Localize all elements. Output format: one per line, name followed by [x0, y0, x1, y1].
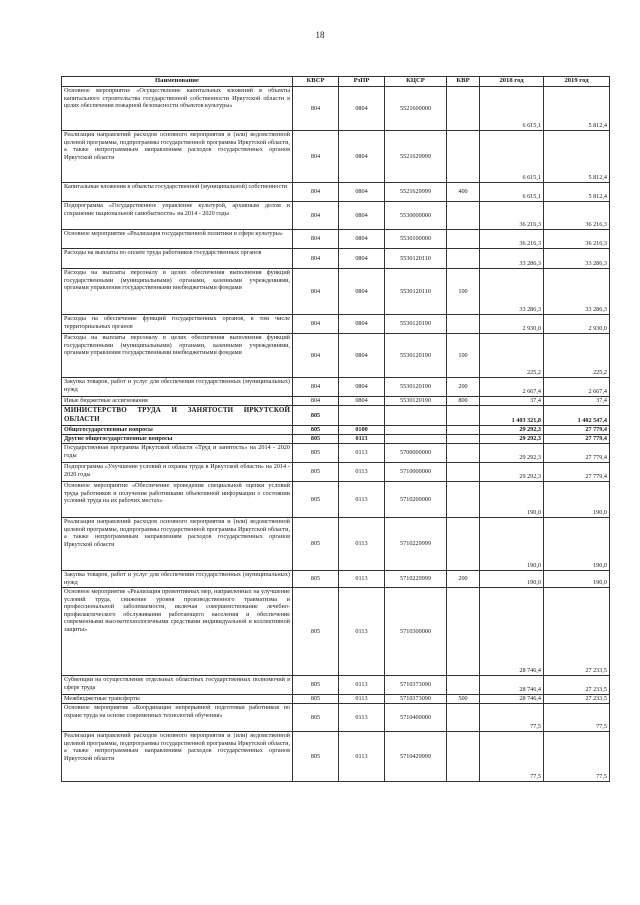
header-2019: 2019 год: [544, 77, 610, 87]
row-name: Подпрограмма «Улучшение условий и охраны труда в Иркутской области» на 2014 - 2020 годы: [62, 463, 293, 482]
row-amount-2018: 36 216,3: [480, 230, 544, 249]
row-kvr: 100: [447, 269, 480, 315]
header-2018: 2018 год: [480, 77, 544, 87]
table-row: [62, 183, 610, 202]
row-name: Государственная программа Иркутской области «Труд и занятость» на 2014 - 2020 годы: [62, 444, 293, 463]
row-rzpr: 0804: [339, 202, 385, 230]
row-rzpr: [339, 406, 385, 426]
row-kcsr: 5530100000: [385, 230, 447, 249]
row-name: Расходы на выплаты персоналу в целях обеспечения выполнения функций государственными (муниципальными) органами, казенными учреждениями, органами управления государственными внебюджетными фондами: [62, 334, 293, 378]
row-amount-2018: 2 667,4: [480, 378, 544, 397]
row-kvsr: 805: [293, 406, 339, 426]
row-kvr: 100: [447, 334, 480, 378]
row-kvsr: 805: [293, 426, 339, 435]
row-amount-2018: 28 746,4: [480, 588, 544, 676]
row-name: Реализация направлений расходов основного мероприятия и (или) ведомственной целевой программы, подпрограммы государственной программы Иркутской области, а также непрограммным направлениям расходов государственных органов Иркутской области: [62, 732, 293, 782]
row-rzpr: 0113: [339, 695, 385, 704]
row-amount-2019: 27 233,5: [544, 676, 610, 695]
row-amount-2019: 33 286,3: [544, 269, 610, 315]
row-kcsr: 5530120190: [385, 334, 447, 378]
row-name: Иные бюджетные ассигнования: [62, 397, 293, 406]
row-kcsr: 5530120190: [385, 397, 447, 406]
row-rzpr: 0113: [339, 732, 385, 782]
row-kvr: [447, 426, 480, 435]
row-rzpr: 0113: [339, 571, 385, 588]
table-header-row: [62, 77, 610, 87]
row-kvsr: 804: [293, 230, 339, 249]
header-kvr: КВР: [447, 77, 480, 87]
row-amount-2019: 37,4: [544, 397, 610, 406]
table-row: [62, 444, 610, 463]
row-kvsr: 804: [293, 249, 339, 269]
row-kvr: 200: [447, 378, 480, 397]
row-amount-2019: 27 779,4: [544, 426, 610, 435]
row-kvr: [447, 406, 480, 426]
row-rzpr: 0113: [339, 704, 385, 732]
row-amount-2019: 2 930,0: [544, 315, 610, 334]
row-amount-2018: 37,4: [480, 397, 544, 406]
row-amount-2019: 27 233,5: [544, 695, 610, 704]
row-amount-2019: 77,5: [544, 732, 610, 782]
row-kvsr: 804: [293, 315, 339, 334]
row-name: Подпрограмма «Государственное управление культурой, архивным делом и сохранение национальной самобытности» на 2014 - 2020 годы: [62, 202, 293, 230]
row-rzpr: 0804: [339, 397, 385, 406]
row-amount-2018: 29 292,3: [480, 444, 544, 463]
row-name: Межбюджетные трансферты: [62, 695, 293, 704]
row-amount-2018: 77,5: [480, 704, 544, 732]
row-amount-2019: 27 779,4: [544, 463, 610, 482]
row-amount-2019: 27 233,5: [544, 588, 610, 676]
table-row: [62, 315, 610, 334]
row-amount-2019: 77,5: [544, 704, 610, 732]
row-amount-2018: 6 615,1: [480, 183, 544, 202]
row-kvsr: 804: [293, 397, 339, 406]
row-amount-2019: 190,0: [544, 518, 610, 571]
table-row: [62, 732, 610, 782]
row-kvr: [447, 676, 480, 695]
table-row: [62, 435, 610, 444]
row-name: Реализация направлений расходов основного мероприятия и (или) ведомственной целевой программы, подпрограммы государственной программы Иркутской области, а также непрограммным направлениям расходов государственных органов Иркутской области: [62, 518, 293, 571]
row-kvsr: 805: [293, 571, 339, 588]
row-amount-2019: 5 812,4: [544, 131, 610, 183]
row-amount-2019: 5 812,4: [544, 87, 610, 131]
table-row: [62, 406, 610, 426]
row-kcsr: 5521600000: [385, 87, 447, 131]
row-kvsr: 805: [293, 435, 339, 444]
table-row: [62, 397, 610, 406]
row-kvsr: 805: [293, 444, 339, 463]
row-rzpr: 0113: [339, 676, 385, 695]
row-name: Основное мероприятие «Реализация государственной политики в сфере культуры»: [62, 230, 293, 249]
row-rzpr: 0113: [339, 463, 385, 482]
row-kvr: [447, 704, 480, 732]
row-amount-2019: 190,0: [544, 571, 610, 588]
row-rzpr: 0804: [339, 230, 385, 249]
row-kcsr: 5530120110: [385, 249, 447, 269]
row-rzpr: 0113: [339, 588, 385, 676]
row-amount-2018: 1 403 321,8: [480, 406, 544, 426]
row-rzpr: 0804: [339, 334, 385, 378]
row-kvr: [447, 230, 480, 249]
row-amount-2019: 5 812,4: [544, 183, 610, 202]
row-amount-2019: 36 216,3: [544, 230, 610, 249]
row-kcsr: 5710229999: [385, 518, 447, 571]
row-name: Основное мероприятие «Координация непрерывной подготовки работников по охране труда на основе современных технологий обучения»: [62, 704, 293, 732]
table-row: [62, 202, 610, 230]
row-kcsr: 5530120190: [385, 378, 447, 397]
row-amount-2019: 36 216,3: [544, 202, 610, 230]
row-kvr: 400: [447, 183, 480, 202]
table-row: [62, 334, 610, 378]
row-name: Общегосударственные вопросы: [62, 426, 293, 435]
row-kvr: [447, 87, 480, 131]
row-amount-2018: 190,0: [480, 571, 544, 588]
row-amount-2018: 190,0: [480, 482, 544, 518]
table-row: [62, 269, 610, 315]
row-kvr: [447, 435, 480, 444]
row-kvsr: 804: [293, 183, 339, 202]
table-body: [62, 87, 610, 782]
row-kcsr: 5710200000: [385, 482, 447, 518]
row-kcsr: 5710300000: [385, 588, 447, 676]
row-kvsr: 804: [293, 202, 339, 230]
row-amount-2018: 28 746,4: [480, 676, 544, 695]
row-kvsr: 804: [293, 131, 339, 183]
table-row: [62, 87, 610, 131]
row-amount-2018: 33 286,3: [480, 249, 544, 269]
row-amount-2018: 77,5: [480, 732, 544, 782]
row-kvr: [447, 588, 480, 676]
row-kvr: [447, 249, 480, 269]
row-name: Расходы на выплаты по оплате труда работников государственных органов: [62, 249, 293, 269]
row-rzpr: 0113: [339, 518, 385, 571]
row-name: Закупка товаров, работ и услуг для обеспечения государственных (муниципальных) нужд: [62, 378, 293, 397]
row-name: Субвенции на осуществление отдельных областных государственных полномочий в сфере труда: [62, 676, 293, 695]
row-kvsr: 804: [293, 269, 339, 315]
row-rzpr: 0804: [339, 131, 385, 183]
table-row: [62, 230, 610, 249]
row-name: Основное мероприятие «Обеспечение проведения специальной оценки условий труда работников и получения работниками объективной информации о состоянии условий труда на их рабочих местах»: [62, 482, 293, 518]
header-kcsr: КЦСР: [385, 77, 447, 87]
row-kvsr: 804: [293, 378, 339, 397]
table-row: [62, 482, 610, 518]
table-row: [62, 676, 610, 695]
row-rzpr: 0804: [339, 269, 385, 315]
row-kvsr: 805: [293, 482, 339, 518]
row-kvr: [447, 732, 480, 782]
row-name: Закупка товаров, работ и услуг для обеспечения государственных (муниципальных) нужд: [62, 571, 293, 588]
row-kcsr: 5700000000: [385, 444, 447, 463]
row-kcsr: [385, 435, 447, 444]
row-amount-2018: 6 615,1: [480, 87, 544, 131]
row-kcsr: 5710429999: [385, 732, 447, 782]
row-rzpr: 0113: [339, 482, 385, 518]
table-row: [62, 249, 610, 269]
row-kvr: [447, 463, 480, 482]
row-amount-2018: 29 292,3: [480, 426, 544, 435]
row-name: Расходы на выплаты персоналу в целях обеспечения выполнения функций государственными (муниципальными) органами, казенными учреждениями, органами управления государственными внебюджетными фондами: [62, 269, 293, 315]
row-amount-2019: 33 286,3: [544, 249, 610, 269]
row-kvr: [447, 315, 480, 334]
row-kvr: [447, 202, 480, 230]
row-kcsr: [385, 426, 447, 435]
table-row: [62, 463, 610, 482]
row-kcsr: 5710000000: [385, 463, 447, 482]
row-kvr: 500: [447, 695, 480, 704]
row-amount-2019: 27 779,4: [544, 444, 610, 463]
row-amount-2019: 225,2: [544, 334, 610, 378]
row-kcsr: 5530120110: [385, 269, 447, 315]
table-row: [62, 426, 610, 435]
row-kvsr: 805: [293, 676, 339, 695]
row-kvr: 200: [447, 571, 480, 588]
row-kvr: [447, 444, 480, 463]
row-rzpr: 0100: [339, 426, 385, 435]
table-row: [62, 378, 610, 397]
row-name: Основное мероприятие «Осуществление капитальных вложений в объекты капитального строительства государственной собственности Иркутской области в целях обеспечения пожарной безопасности объектов культуры»: [62, 87, 293, 131]
row-kcsr: 5710400000: [385, 704, 447, 732]
row-amount-2019: 27 779,4: [544, 435, 610, 444]
budget-table: [61, 76, 610, 782]
header-kvsr: КВСР: [293, 77, 339, 87]
row-kvsr: 805: [293, 518, 339, 571]
row-name: Капитальные вложения в объекты государственной (муниципальной) собственности: [62, 183, 293, 202]
row-kvsr: 805: [293, 588, 339, 676]
table-row: [62, 704, 610, 732]
row-rzpr: 0804: [339, 183, 385, 202]
page-number: 18: [315, 30, 325, 40]
row-kcsr: 5521629999: [385, 131, 447, 183]
row-rzpr: 0804: [339, 87, 385, 131]
row-amount-2019: 190,0: [544, 482, 610, 518]
table-row: [62, 518, 610, 571]
row-name: Основное мероприятие «Реализация превентивных мер, направленных на улучшение условий труда, снижение уровня производственного травматизма и профессиональной заболеваемости, включая совершенствование лечебно-профилактического обслуживания работающего населения и обеспечение современными высокотехнологичными средствами индивидуальной и коллективной защиты»: [62, 588, 293, 676]
row-kcsr: [385, 406, 447, 426]
row-kvr: [447, 518, 480, 571]
row-kvsr: 805: [293, 704, 339, 732]
table-row: [62, 588, 610, 676]
row-kcsr: 5710373090: [385, 676, 447, 695]
row-name: Расходы на обеспечение функций государственных органов, в том числе территориальных органов: [62, 315, 293, 334]
row-rzpr: 0113: [339, 444, 385, 463]
row-kvr: [447, 131, 480, 183]
row-kvr: 800: [447, 397, 480, 406]
table-row: [62, 131, 610, 183]
table-row: [62, 695, 610, 704]
row-kcsr: 5530000000: [385, 202, 447, 230]
header-name: Наименование: [62, 77, 293, 87]
row-kvsr: 805: [293, 463, 339, 482]
header-rzpr: РзПР: [339, 77, 385, 87]
row-amount-2018: 225,2: [480, 334, 544, 378]
row-kvr: [447, 482, 480, 518]
row-name: МИНИСТЕРСТВО ТРУДА И ЗАНЯТОСТИ ИРКУТСКОЙ ОБЛАСТИ: [62, 406, 293, 426]
row-amount-2018: 28 746,4: [480, 695, 544, 704]
row-kvsr: 804: [293, 87, 339, 131]
row-rzpr: 0804: [339, 378, 385, 397]
row-amount-2018: 29 292,3: [480, 435, 544, 444]
row-amount-2019: 1 402 547,4: [544, 406, 610, 426]
row-kcsr: 5521629999: [385, 183, 447, 202]
row-amount-2018: 33 286,3: [480, 269, 544, 315]
row-amount-2018: 6 615,1: [480, 131, 544, 183]
row-kcsr: 5710373090: [385, 695, 447, 704]
row-kcsr: 5710229999: [385, 571, 447, 588]
row-kvsr: 805: [293, 732, 339, 782]
row-rzpr: 0804: [339, 249, 385, 269]
row-rzpr: 0804: [339, 315, 385, 334]
row-rzpr: 0113: [339, 435, 385, 444]
row-amount-2018: 2 930,0: [480, 315, 544, 334]
row-kvsr: 804: [293, 334, 339, 378]
row-amount-2018: 36 216,3: [480, 202, 544, 230]
row-kcsr: 5530120190: [385, 315, 447, 334]
row-name: Реализация направлений расходов основного мероприятия и (или) ведомственной целевой программы, подпрограммы государственной программы Иркутской области, а также непрограммным направлениям расходов государственных органов Иркутской области: [62, 131, 293, 183]
row-name: Другие общегосударственные вопросы: [62, 435, 293, 444]
row-kvsr: 805: [293, 695, 339, 704]
row-amount-2018: 29 292,3: [480, 463, 544, 482]
row-amount-2019: 2 667,4: [544, 378, 610, 397]
row-amount-2018: 190,0: [480, 518, 544, 571]
table-row: [62, 571, 610, 588]
